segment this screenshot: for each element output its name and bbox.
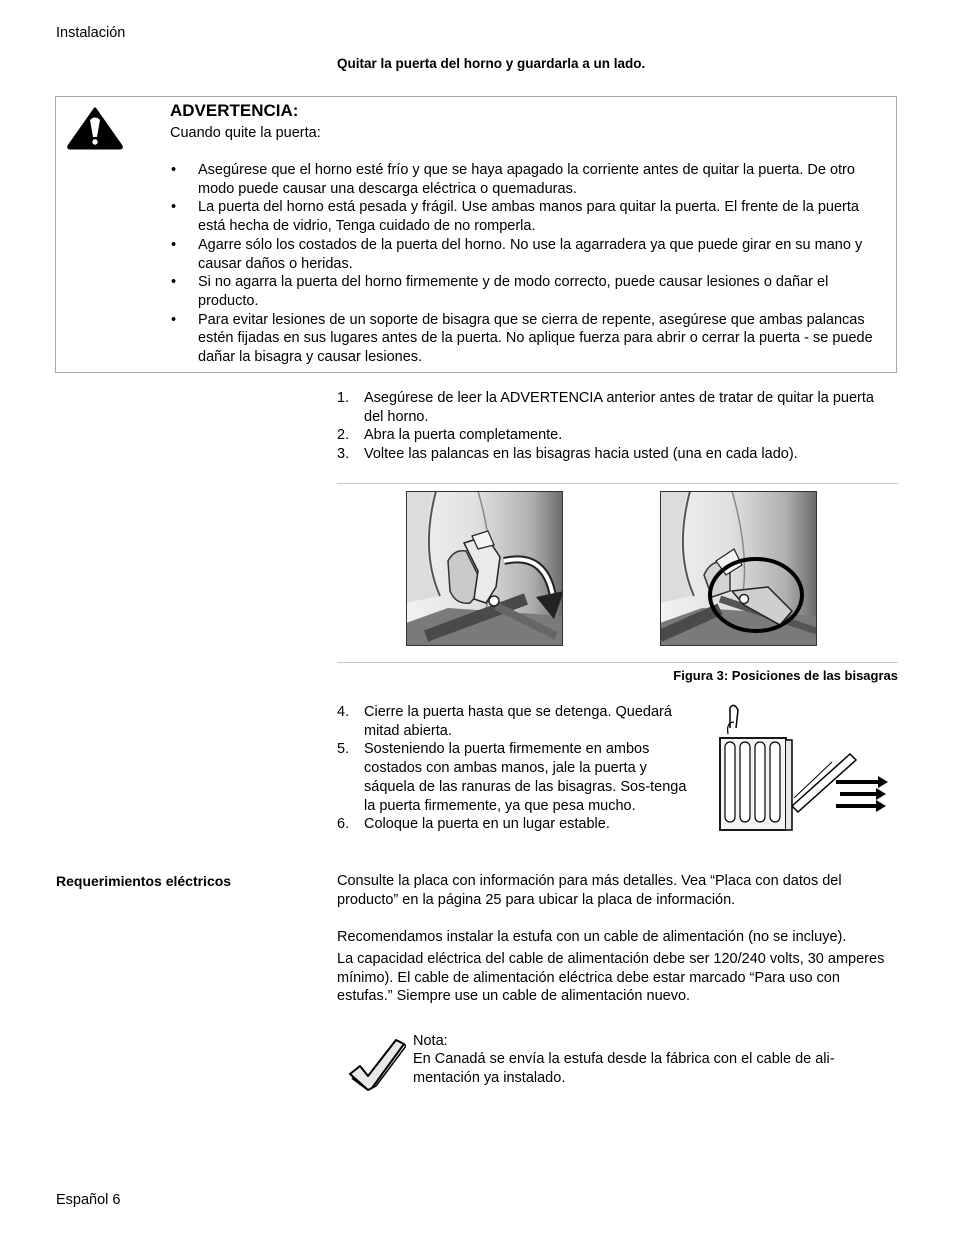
warning-item: • La puerta del horno está pesada y frágil. Use ambas manos para quitar la puerta. El frente de la puerta está hecha de vidrio, Tenga cuidado de no romperla. <box>170 198 885 235</box>
warning-item: • Para evitar lesiones de un soporte de bisagra que se cierra de repente, asegúrese que ambas palancas estén fijadas en sus lugares antes de la puerta. No aplique fuerza para abrir o cerrar la puerta - se puede dañar la bisagra y causar lesiones. <box>170 311 885 367</box>
warning-item: • Agarre sólo los costados de la puerta del horno. No use la agarradera ya que puede girar en su mano y causar daños o heridas. <box>170 236 885 273</box>
body-paragraph: Consulte la placa con información para más detalles. Vea “Placa con datos del producto” en la página 25 para ubicar la placa de información. <box>337 873 842 908</box>
step-text: Asegúrese de leer la ADVERTENCIA anterior antes de tratar de quitar la puerta del horno. <box>364 390 874 425</box>
step-item <box>337 703 687 740</box>
step-item <box>337 740 687 815</box>
step-heading: Quitar la puerta del horno y guardarla a un lado. <box>337 56 646 71</box>
hinge-closed-illustration <box>406 491 563 646</box>
figure-caption: Figura 3: Posiciones de las bisagras <box>673 668 898 683</box>
step-number: 4. <box>337 704 350 720</box>
warning-item: • Asegúrese que el horno esté frío y que se haya apagado la corriente antes de quitar la puerta. De otro modo puede causar una descarga eléctrica o quemaduras. <box>170 161 885 198</box>
step-number: 2. <box>337 427 350 444</box>
body-paragraph: Recomendamos instalar la estufa con un cable de alimentación (no se incluye). <box>337 929 847 945</box>
step-number: 3. <box>337 446 350 463</box>
checkmark-icon <box>346 1036 406 1092</box>
steps-list-part2 <box>337 703 687 834</box>
figure-top-rule <box>337 483 898 484</box>
step-item <box>337 815 687 834</box>
step-number: 5. <box>337 741 350 758</box>
warning-title: ADVERTENCIA: <box>170 101 299 120</box>
warning-triangle-icon <box>66 106 124 150</box>
section-header: Instalación <box>56 25 126 41</box>
steps-list-part1 <box>337 389 882 464</box>
warning-list <box>170 161 885 367</box>
step-text: Sosteniendo la puerta firmemente en ambos costados con ambas manos, jale la puerta y sáquela de las ranuras de las bisagras. Sos-tenga la puerta firmemente, ya que pesa mucho. <box>364 741 687 814</box>
hinge-open-illustration <box>660 491 817 646</box>
step-number: 1. <box>337 390 350 406</box>
step-item <box>337 426 882 445</box>
warning-intro: Cuando quite la puerta: <box>170 125 321 141</box>
warning-item: • Si no agarra la puerta del horno firmemente y de modo correcto, puede causar lesiones o dañar el producto. <box>170 273 885 310</box>
step-text: Coloque la puerta en un lugar estable. <box>364 816 610 833</box>
page-footer: Español 6 <box>56 1192 121 1208</box>
step-number: 6. <box>337 816 350 833</box>
section-title: Requerimientos eléctricos <box>56 873 232 889</box>
step-text: Cierre la puerta hasta que se detenga. Quedará mitad abierta. <box>364 704 672 739</box>
step-item <box>337 389 882 426</box>
note-label: Nota: <box>413 1033 448 1049</box>
figure-bottom-rule <box>337 662 898 663</box>
door-removal-illustration <box>712 704 892 834</box>
body-paragraph: La capacidad eléctrica del cable de alimentación debe ser 120/240 volts, 30 amperes mínimo). El cable de alimentación eléctrica debe estar marcado “Para uso con estufas.” Siempre use un cable de alimentación nuevo. <box>337 951 885 1005</box>
step-item <box>337 445 882 464</box>
step-text: Voltee las palancas en las bisagras hacia usted (una en cada lado). <box>364 446 798 463</box>
step-text: Abra la puerta completamente. <box>364 427 563 444</box>
note-text: En Canadá se envía la estufa desde la fábrica con el cable de ali-mentación ya instalado. <box>413 1051 835 1086</box>
